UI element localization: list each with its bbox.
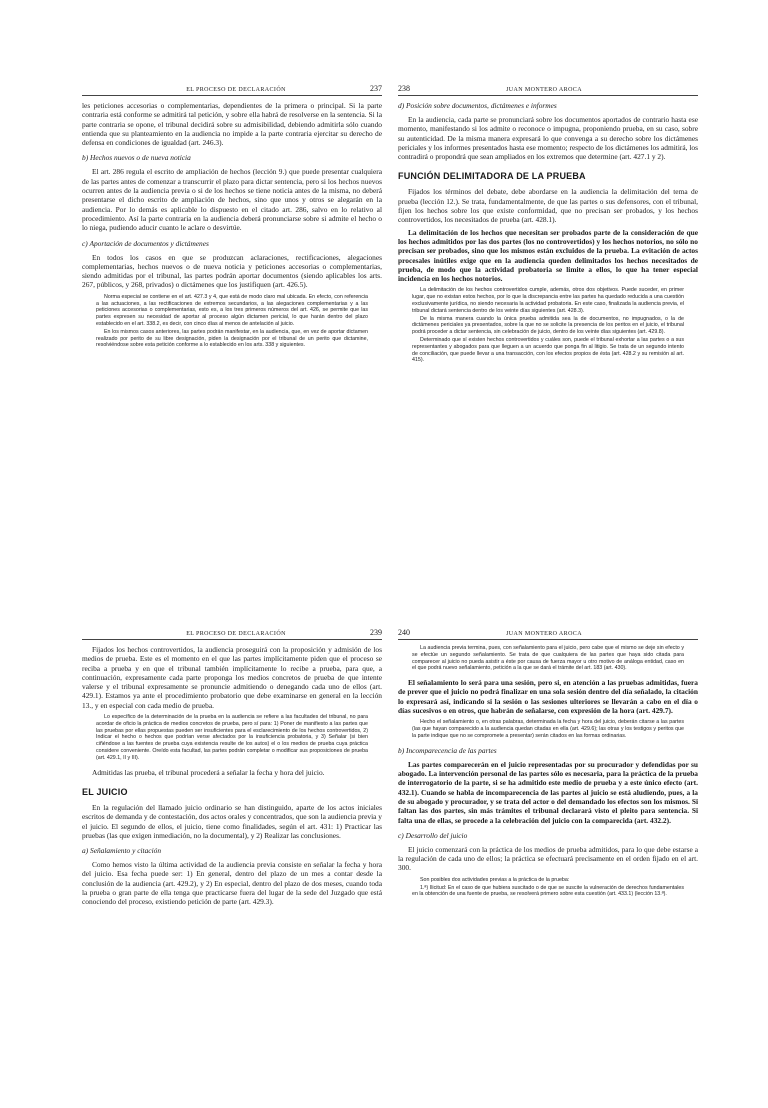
page-number: 239 bbox=[370, 628, 382, 637]
note-paragraph: Son posibles dos actividades previas a la práctica de la prueba: bbox=[420, 876, 570, 883]
page-237 bbox=[82, 84, 382, 564]
paragraph: Fijados los hechos controvertidos, la audiencia proseguirá con la proposición y admisión de los medios de prueba. Este es el momento en el que las partes implícitamente piden que el proceso se reciba a prueba y en que el tribunal también implícitamente lo recibe a prueba, para que, a continuación, expresamente cada parte proponga los medios concretos de prueba de que intente valerse y el tribunal expresamente se pronuncie admitiendo o denegando cada uno de ellos (art. 429.1). Estamos ya ante el procedimiento probatorio que debe examinarse en general en la lección 13., y en especial con cada medio de prueba. bbox=[82, 645, 382, 710]
subheading: d) Posición sobre documentos, dictámenes e informes bbox=[398, 101, 557, 110]
running-header bbox=[82, 628, 382, 640]
subheading: a) Señalamiento y citación bbox=[82, 846, 162, 856]
paragraph: El juicio comenzará con la práctica de los medios de prueba admitidos, para lo que debe estarse a la regulación de cada uno de ellos; la práctica se efectuará precisamente en el orden fijado en el art. 300. bbox=[398, 844, 698, 873]
page-239 bbox=[82, 628, 382, 1108]
paragraph: Como hemos visto la última actividad de la audiencia previa consiste en señalar la fecha y hora del juicio. Esa fecha puede ser: 1) En general, dentro del plazo de un mes a contar desde la conclusión de la audiencia (art. 429.2), y 2) En especial, dentro del plazo de dos meses, cuando toda la prueba o gran parte de ella tenga que practicarse fuera del lugar de la sede del Juzgado que está conociendo del proceso, existiendo petición de parte (art. 429.3). bbox=[82, 860, 382, 907]
note-paragraph: La delimitación de los hechos controvertidos cumple, además, otros dos objetivos. Puede suceder, en primer lugar, que no existan estos hechos, por lo que la discrepancia entre las partes ha quedado reducida a una cuestión exclusivamente jurídica, no siendo necesaria la actividad probatoria. En este caso, finalizada la audiencia previa, el tribunal dictará sentencia dentro de los veinte días siguientes (art. 428.3). bbox=[412, 287, 684, 314]
note-paragraph: Determinado que sí existen hechos controvertidos y cuáles son, puede el tribunal exhortar a las partes o a sus representantes y abogados para que lleguen a un acuerdo que ponga fin al litigio. Se trata de un segundo intento de conciliación, que puede llevar a una transacción, con los efectos propios de ésta (art. 428.2 y su remisión al art. 415). bbox=[412, 337, 684, 364]
header-title: EL PROCESO DE DECLARACIÓN bbox=[186, 631, 286, 637]
section-heading: EL JUICIO bbox=[82, 786, 128, 797]
subheading: b) Hechos nuevos o de nueva noticia bbox=[82, 153, 191, 163]
header-title: JUAN MONTERO AROCA bbox=[506, 631, 582, 637]
paragraph: La delimitación de los hechos que necesitan ser probados parte de la consideración de que los hechos admitidos por las dos partes (los no controvertidos) y los hechos notorios, no sólo no precisan ser probados, sino que los mismos están excluidos de la prueba. La evitación de actos procesales inútiles exige que en la audiencia queden delimitados los hechos necesitados de prueba, de modo que la actividad probatoria se limite a ellos, lo que ha tener especial incidencia en los hechos notorios. bbox=[398, 227, 698, 284]
subheading: c) Aportación de documentos y dictámenes bbox=[82, 238, 209, 248]
paragraph: Fijados los términos del debate, debe abordarse en la audiencia la delimitación del tema de prueba (lección 12.). Se trata, fundamentalmente, de que las partes o sus defensores, con el tribunal, fijen los hechos sobre los que existe conformidad, que no precisan ser probados, y los hechos controvertidos, los necesitados de prueba (art. 428.1). bbox=[398, 187, 698, 225]
paragraph: En la audiencia, cada parte se pronunciará sobre los documentos aportados de contrario hasta ese momento, manifestando si los admite o reconoce o impugna, proponiendo prueba, en su caso, sobre su autenticidad. De la misma manera expresará lo que convenga a su derecho sobre los dictámenes periciales y los informes presentados hasta ese momento; respecto de los dictámenes los admitirá, los contradirá o propondrá que sean ampliados en los extremos que determine (art. 427.1 y 2). bbox=[398, 115, 698, 162]
paragraph: En todos los casos en que se produzcan aclaraciones, rectificaciones, alegaciones complementarias, hechos nuevos o de nueva noticia y peticiones accesorias o complementarias, siendo admitidas por el tribunal, las partes podrán aportar documentos (siendo aplicables los arts. 267, públicos, y 268, privados) o dictámenes que los justifiquen (art. 426.5). bbox=[82, 252, 382, 290]
note-paragraph: La audiencia previa termina, pues, con señalamiento para el juicio, pero cabe que el mismo se deje sin efecto y se efectúe un segundo señalamiento. Se trata de que cualquiera de las partes que haya sido citada para comparecer al juicio no pueda asistir a éste por causa de fuerza mayor u otro motivo de análoga entidad, caso en el que podrá nuevo señalamiento, petición a la que se dará el trámite del art. 183 (art. 430). bbox=[412, 645, 684, 672]
small-print-note bbox=[412, 645, 684, 672]
small-print-note bbox=[412, 877, 684, 898]
paragraph: El señalamiento lo será para una sesión, pero si, en atención a las pruebas admitidas, fuera de prever que el juicio no podrá finalizar en una sola sesión dentro del día señalado, la citación lo expresará así, indicando si la sesión o las sesiones ulteriores se llevarán a cabo en el día o días sucesivos o en otros, que habrán de señalarse, con expresión de la hora (art. 429.7). bbox=[398, 678, 698, 716]
page-number: 240 bbox=[398, 628, 410, 637]
page-number: 237 bbox=[370, 84, 382, 93]
running-header bbox=[398, 84, 698, 96]
subheading: c) Desarrollo del juicio bbox=[398, 830, 468, 840]
running-header bbox=[82, 84, 382, 96]
note-paragraph: Lo específico de la determinación de la prueba en la audiencia se refiere a las facultades del tribunal, no para acordar de oficio la práctica de medios concretos de prueba, pero sí para: 1) Poner de manifiesto a las partes que las pruebas por ellas propuestas pueden ser insuficientes para el esclarecimiento de los hechos controvertidos, 2) Indicar el hecho o hechos que podrían verse afectados por la insuficiencia probatoria, y 3) Señalar (si bien ciñéndose a las fuentes de prueba cuya existencia resulte de los autos) el o los medios de prueba cuya práctica considere conveniente. Oreído esta facultad, las partes podrán completar o modificar sus proposiciones de prueba (art. 429.1, II y III). bbox=[96, 714, 368, 761]
running-header bbox=[398, 628, 698, 640]
header-title: EL PROCESO DE DECLARACIÓN bbox=[186, 87, 286, 93]
note-paragraph: Hecho el señalamiento o, en otras palabras, determinada la fecha y hora del juicio, deberán citarse a las partes (las que hayan comparecido a la audiencia quedan citadas en ella (art. 429.6); las otras y los testigos y peritos que la parte indique que no se compromete a presentar) serán citados en las formas ordinarias. bbox=[412, 719, 684, 739]
small-print-note bbox=[96, 714, 368, 762]
paragraph: El art. 286 regula el escrito de ampliación de hechos (lección 9.) que puede presentar cualquiera de las partes antes de comenzar a transcurrir el plazo para dictar sentencia, pero si los hechos nuevos ocurren antes de la audiencia previa o si de los hechos se tiene noticia antes de la misma, no deberá presentarse el dicho escrito de ampliación de hechos, sino que unos y otros se alegarán en la audiencia. Por lo demás es aplicable lo dispuesto en el citado art. 286, salvo en lo relativo al procedimiento. Así la parte contraria en la audiencia deberá pronunciarse sobre si admite el hecho o lo niega, pudiendo aducir cuanto le aclare o desvirtúe. bbox=[82, 167, 382, 233]
page-number: 238 bbox=[398, 84, 410, 93]
small-print-note bbox=[412, 287, 684, 364]
paragraph: En la regulación del llamado juicio ordinario se han distinguido, aparte de los actos iniciales escritos de demanda y de contestación, dos actos orales y concentrados, que son la audiencia previa y el juicio. El segundo de ellos, el juicio, tiene como finalidades, según el art. 431: 1) Practicar las pruebas (las que exigen inmediación, no la documental), y 2) Realizar las conclusiones. bbox=[82, 802, 382, 840]
small-print-note bbox=[96, 294, 368, 349]
page-240 bbox=[398, 628, 698, 1108]
section-heading: FUNCIÓN DELIMITADORA DE LA PRUEBA bbox=[398, 171, 586, 182]
paragraph: Las partes comparecerán en el juicio representadas por su procurador y defendidas por su abogado. La intervención personal de las partes sólo es necesaria, para la práctica de la prueba de interrogatorio de la parte, si se ha admitido este medio de prueba y a este único efecto (art. 432.1). Cuando se habla de incomparecencia de las partes al juicio se está aludiendo, pues, a la de su abogado y procurador, y se trata del actor o del demandado los efectos son los mismos. Si faltan las dos partes, sin más trámites el tribunal declarará visto el pleito para sentencia. Si falta una de ellas, se procede a la celebración del juicio con la comparecida (art. 432.2). bbox=[398, 759, 698, 825]
paragraph: Admitidas las prueba, el tribunal procederá a señalar la fecha y hora del juicio. bbox=[92, 767, 325, 777]
small-print-note bbox=[412, 719, 684, 739]
header-title: JUAN MONTERO AROCA bbox=[506, 87, 582, 93]
paragraph: les peticiones accesorias o complementarias, dependientes de la primera o principal. Si la parte contraria está conforme se admitirá tal petición, y sobre ella habrá de resolverse en la sentencia. Si la parte contraria se opone, el tribunal decidirá sobre su admisibilidad, debiendo admitirla sólo cuando entienda que su planteamiento en la audiencia no impide a la parte contraria ejercitar su derecho de defensa en condiciones de igualdad (art. 246.3). bbox=[82, 101, 382, 148]
note-paragraph: En los mismos casos anteriores, las partes podrán manifestar, en la audiencia, que, en vez de aportar dictamen realizado por perito de su libre designación, piden la designación por el tribunal de un perito que dictamine, resolviéndose sobre esta petición conforme a lo establecido en los arts. 338 y siguientes. bbox=[96, 328, 368, 349]
subheading: b) Incomparecencia de las partes bbox=[398, 745, 497, 755]
note-paragraph: Norma especial se contiene en el art. 427.3 y 4, que está de modo claro mal ubicada. En efecto, con referencia a las actuaciones, a las rectificaciones de extremos secundarios, a las alegaciones complementarias y a las peticiones accesorias o complementarias, esto es, a los tres primeros números del art. 426, se permite que las partes expresen su necesidad de aportar al proceso algún dictamen pericial, lo que harán dentro del plazo establecido en el art. 338.2, es decir, con cinco días al menos de antelación al juicio. bbox=[96, 293, 368, 327]
note-paragraph: De la misma manera cuando la única prueba admitida sea la de documentos, no impugnados, o la de dictámenes periciales ya presentados, sobre la que no se solicite la presencia de los peritos en el juicio, el tribunal podrá proceder a dictar sentencia, sin celebración de juicio, dentro de los veinte días siguientes (art. 429.8). bbox=[412, 315, 684, 336]
note-paragraph: 1.ª) Ilicitud: En el caso de que hubiera suscitado o de que se suscite la vulneración de derechos fundamentales en la obtención de una fuente de prueba, se resolverá primero sobre esta cuestión (art. 433.1) (lección 13.ª). bbox=[412, 884, 684, 898]
page-238 bbox=[398, 84, 698, 564]
